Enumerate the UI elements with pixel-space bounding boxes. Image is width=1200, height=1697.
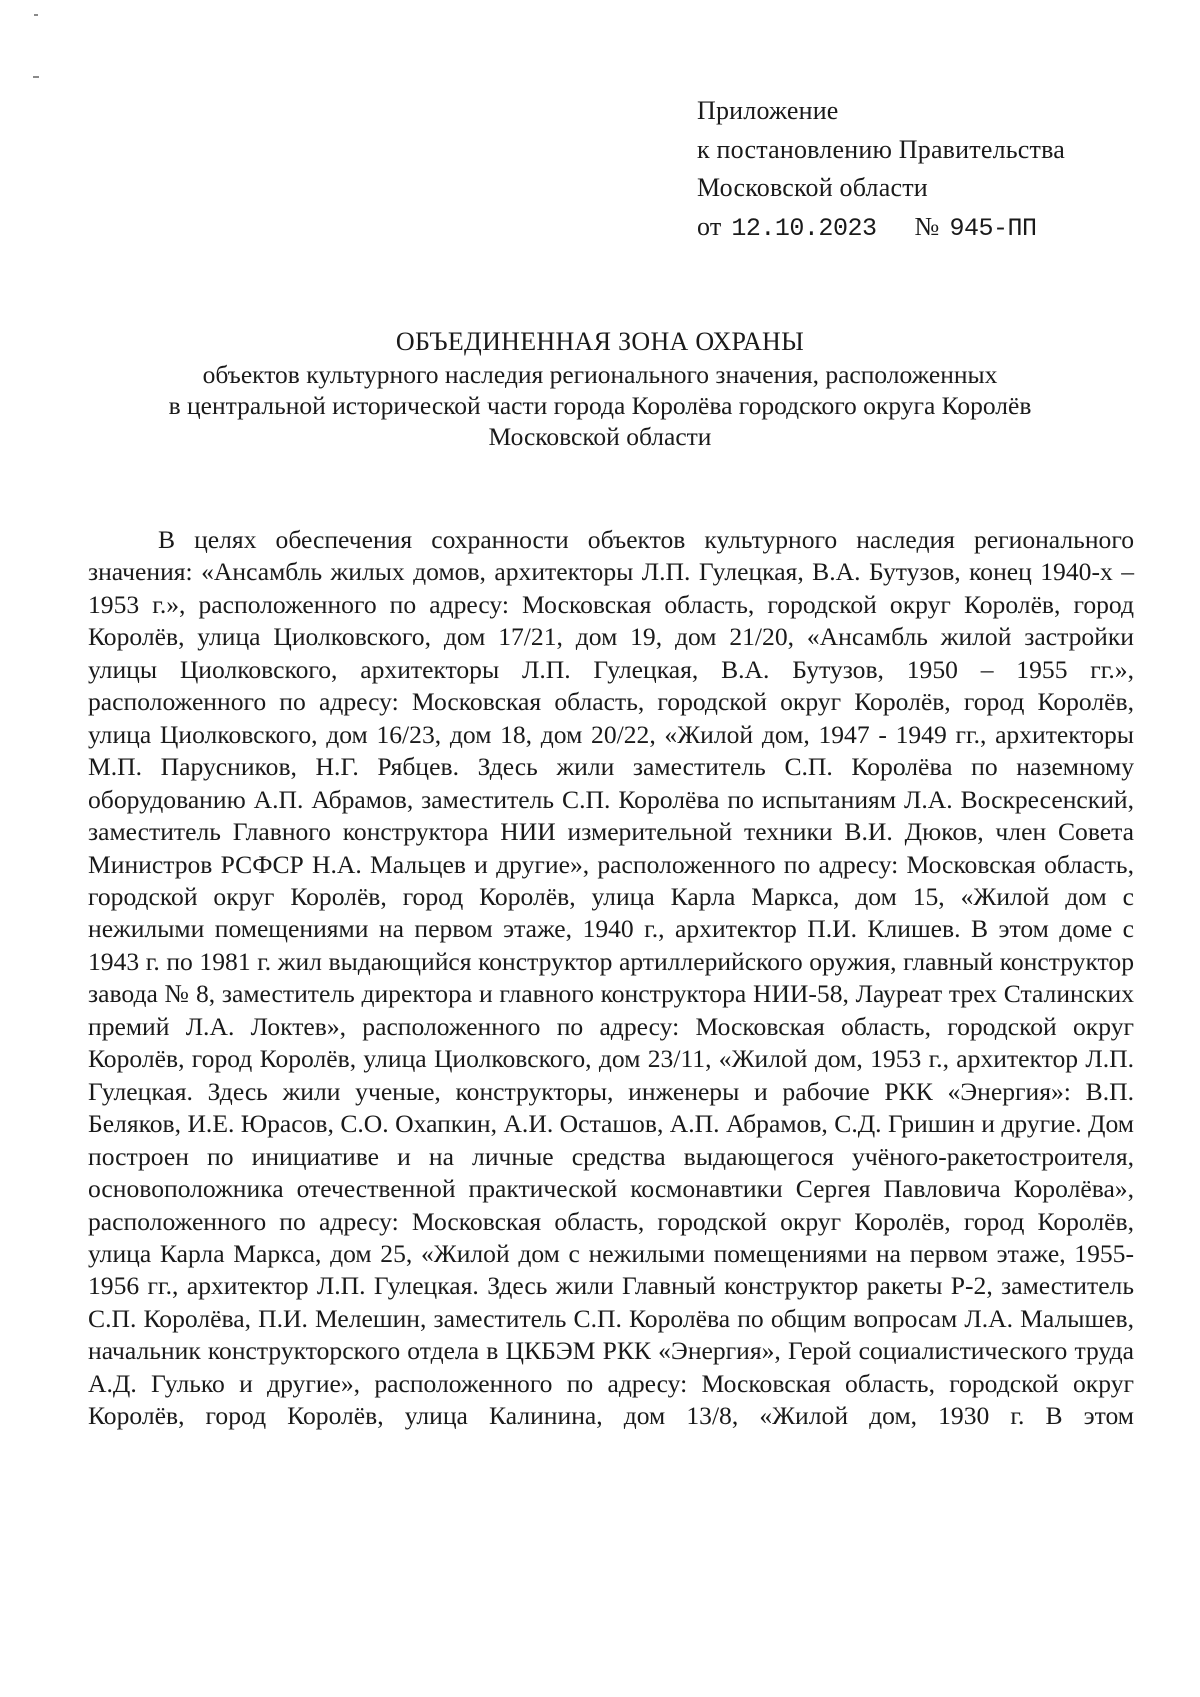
document-body	[88, 524, 1134, 1433]
appendix-date-row	[697, 208, 1065, 249]
number-sign: №	[914, 211, 940, 241]
title-subtitle-line-1: объектов культурного наследия регионального значения, расположенных	[202, 360, 998, 389]
document-title	[90, 326, 1110, 452]
scan-mark-left	[33, 76, 39, 78]
appendix-resolution-line: к постановлению Правительства	[697, 134, 1065, 164]
appendix-region-line: Московской области	[697, 173, 928, 202]
body-paragraph: В целях обеспечения сохранности объектов культурного наследия регионального значения: «Ансамбль жилых домов, архитекторы Л.П. Гулецкая, В.А. Бутузов, конец 1940-х – 1953 г.», расположенного по адресу: Московская область, городской округ Королёв, город Королёв, улица Циолковского, дом 17/21, дом 19, дом 21/20, «Ансамбль жилой застройки улицы Циолковского, архитекторы Л.П. Гулецкая, В.А. Бутузов, 1950 – 1955 гг.», расположенного по адресу: Московская область, городской округ Королёв, город Королёв, улица Циолковского, дом 16/23, дом 18, дом 20/22, «Жилой дом, 1947 - 1949 гг., архитекторы М.П. Парусников, Н.Г. Рябцев. Здесь жили заместитель С.П. Королёва по наземному оборудованию А.П. Абрамов, заместитель С.П. Королёва по испытаниям Л.А. Воскресенский, заместитель Главного конструктора НИИ измерительной техники В.И. Дюков, член Совета Министров РСФСР Н.А. Мальцев и другие», расположенного по адресу: Московская область, городской округ Королёв, город Королёв, улица Карла Маркса, дом 15, «Жилой дом с нежилыми помещениями на первом этаже, 1940 г., архитектор П.И. Клишев. В этом доме с 1943 г. по 1981 г. жил выдающийся конструктор артиллерийского оружия, главный конструктор завода № 8, заместитель директора и главного конструктора НИИ-58, Лауреат трех Сталинских премий Л.А. Локтев», расположенного по адресу: Московская область, городской округ Королёв, город Королёв, улица Циолковского, дом 23/11, «Жилой дом, 1953 г., архитектор Л.П. Гулецкая. Здесь жили ученые, конструкторы, инженеры и рабочие РКК «Энергия»: В.П. Беляков, И.Е. Юрасов, С.О. Охапкин, А.И. Осташов, А.П. Абрамов, С.Д. Гришин и другие. Дом построен по инициативе и на личные средства выдающегося учёного-ракетостроителя, основоположника отечественной практической космонавтики Сергея Павловича Королёва», расположенного по адресу: Московская область, городской округ Королёв, город Королёв, улица Карла Маркса, дом 25, «Жилой дом с нежилыми помещениями на первом этаже, 1955-1956 гг., архитектор Л.П. Гулецкая. Здесь жили Главный конструктор ракеты Р-2, заместитель С.П. Королёва, П.И. Мелешин, заместитель С.П. Королёва по общим вопросам Л.А. Малышев, начальник конструкторского отдела в ЦКБЭМ РКК «Энергия», Герой социалистического труда А.Д. Гулько и другие», расположенного по адресу: Московская область, городской округ Королёв, город Королёв, улица Калинина, дом 13/8, «Жилой дом, 1930 г. В этом	[88, 525, 1134, 1431]
appendix-header	[697, 92, 1065, 248]
title-subtitle-line-2: в центральной исторической части города Королёва городского округа Королёв	[168, 391, 1032, 420]
resolution-date: 12.10.2023	[731, 213, 877, 243]
title-main: ОБЪЕДИНЕННАЯ ЗОНА ОХРАНЫ	[395, 327, 805, 356]
appendix-label: Приложение	[697, 96, 839, 125]
scan-mark-top	[34, 14, 38, 16]
resolution-number: 945-ПП	[949, 213, 1037, 243]
date-prefix: от	[697, 211, 722, 241]
title-subtitle-line-3: Московской области	[488, 422, 712, 451]
